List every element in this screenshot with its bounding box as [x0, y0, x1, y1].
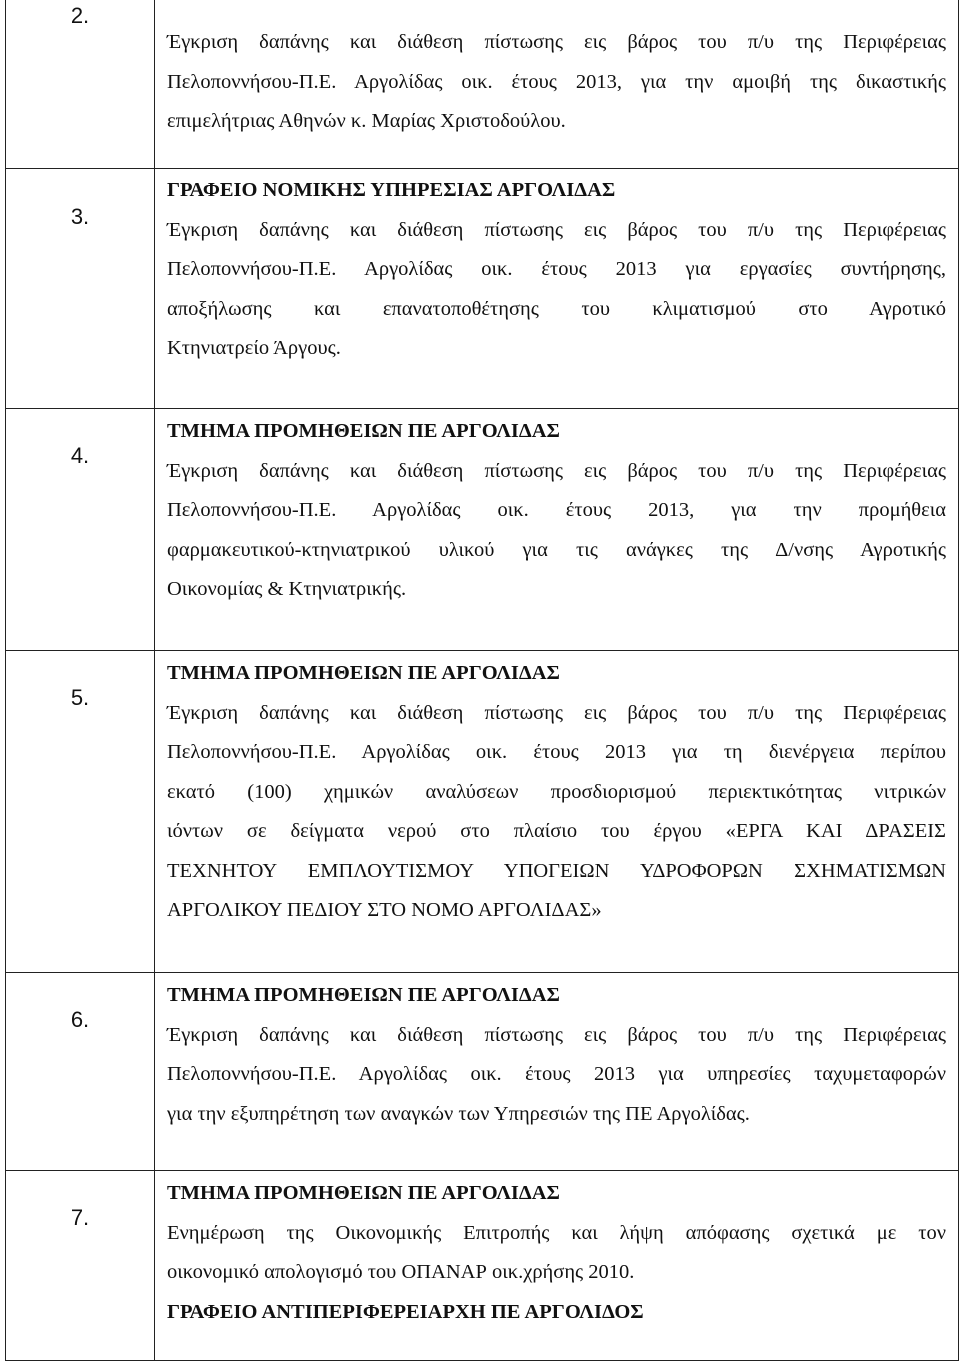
item-content-cell [155, 973, 959, 1171]
agenda-row-6 [6, 973, 959, 1171]
item-content-cell [155, 1171, 959, 1361]
item-content-cell [155, 169, 959, 409]
item-text-line: Πελοποννήσου-Π.Ε. Αργολίδας οικ. έτους 2013 για υπηρεσίες ταχυμεταφορών [167, 1063, 946, 1085]
item-number: 2. [70, 3, 90, 28]
item-text-line: Πελοποννήσου-Π.Ε. Αργολίδας οικ. έτους 2013 για τη διενέργεια περίπου [167, 741, 946, 763]
section-footer-heading: ΓΡΑΦΕΙΟ ΑΝΤΙΠΕΡΙΦΕΡΕΙΑΡΧΗ ΠΕ ΑΡΓΟΛΙΔΟΣ [167, 1300, 644, 1323]
item-number: 5. [70, 685, 90, 710]
item-number-cell [6, 0, 155, 169]
item-text-line: για την εξυπηρέτηση των αναγκών των Υπηρεσιών της ΠΕ Αργολίδας. [167, 1102, 750, 1125]
item-text-line: Πελοποννήσου-Π.Ε. Αργολίδας οικ. έτους 2013, για την προμήθεια [167, 499, 946, 521]
item-number-cell [6, 409, 155, 651]
item-text-line: Έγκριση δαπάνης και διάθεση πίστωσης εις βάρος του π/υ της Περιφέρειας [167, 459, 946, 482]
item-number-cell [6, 651, 155, 973]
section-heading: ΓΡΑΦΕΙΟ ΝΟΜΙΚΗΣ ΥΠΗΡΕΣΙΑΣ ΑΡΓΟΛΙΔΑΣ [167, 179, 616, 201]
agenda-row-7 [6, 1171, 959, 1361]
item-number: 6. [70, 1007, 90, 1032]
item-text-line: Κτηνιατρείο Άργους. [167, 337, 341, 359]
item-text-line: αποξήλωσης και επανατοποθέτησης του κλιματισμού στο Αγροτικό [167, 297, 946, 320]
item-text-line: Έγκριση δαπάνης και διάθεση πίστωσης εις βάρος του π/υ της Περιφέρειας [167, 31, 946, 53]
item-number-cell [6, 973, 155, 1171]
agenda-row-4 [6, 409, 959, 651]
section-heading: ΤΜΗΜΑ ΠΡΟΜΗΘΕΙΩΝ ΠΕ ΑΡΓΟΛΙΔΑΣ [167, 420, 560, 442]
agenda-row-3 [6, 169, 959, 409]
item-text-line: ιόντων σε δείγματα νερού στο πλαίσιο του έργου «ΕΡΓΑ ΚΑΙ ΔΡΑΣΕΙΣ [167, 820, 946, 842]
item-number: 7. [70, 1205, 90, 1230]
item-text-line: ΤΕΧΝΗΤΟΥ ΕΜΠΛΟΥΤΙΣΜΟΥ ΥΠΟΓΕΙΩΝ ΥΔΡΟΦΟΡΩΝ ΣΧΗΜΑΤΙΣΜΩΝ [167, 859, 946, 882]
item-number-cell [6, 169, 155, 409]
item-text-line: Έγκριση δαπάνης και διάθεση πίστωσης εις βάρος του π/υ της Περιφέρειας [167, 218, 946, 241]
item-text-line: εκατό (100) χημικών αναλύσεων προσδιορισμού περιεκτικότητας νιτρικών [167, 780, 946, 803]
item-text-line: Έγκριση δαπάνης και διάθεση πίστωσης εις βάρος του π/υ της Περιφέρειας [167, 1023, 946, 1046]
item-content-cell [155, 409, 959, 651]
item-content-cell [155, 651, 959, 973]
item-text-line: Πελοποννήσου-Π.Ε. Αργολίδας οικ. έτους 2013 για εργασίες συντήρησης, [167, 258, 946, 280]
item-text-line: Ενημέρωση της Οικονομικής Επιτροπής και λήψη απόφασης σχετικά με τον [167, 1221, 946, 1244]
item-text-line: Πελοποννήσου-Π.Ε. Αργολίδας οικ. έτους 2013, για την αμοιβή της δικαστικής [167, 70, 946, 93]
item-number: 3. [70, 204, 90, 229]
item-text-line: Οικονομίας & Κτηνιατρικής. [167, 578, 407, 600]
item-text-line: ΑΡΓΟΛΙΚΟΥ ΠΕΔΙΟΥ ΣΤΟ ΝΟΜΟ ΑΡΓΟΛΙΔΑΣ» [167, 899, 602, 921]
item-text-line: επιμελήτριας Αθηνών κ. Μαρίας Χριστοδούλου. [167, 110, 566, 132]
item-content-cell [155, 0, 959, 169]
agenda-row-5 [6, 651, 959, 973]
item-text-line: οικονομικό απολογισμό του ΟΠΑΝΑΡ οικ.χρήσης 2010. [167, 1261, 635, 1283]
item-number: 4. [70, 443, 90, 468]
agenda-table [5, 0, 959, 1361]
item-text-line: Έγκριση δαπάνης και διάθεση πίστωσης εις βάρος του π/υ της Περιφέρειας [167, 701, 946, 724]
agenda-row-2 [6, 0, 959, 169]
item-text-line: φαρμακευτικού-κτηνιατρικού υλικού για τις ανάγκες της Δ/νσης Αγροτικής [167, 538, 946, 561]
item-number-cell [6, 1171, 155, 1361]
section-heading: ΤΜΗΜΑ ΠΡΟΜΗΘΕΙΩΝ ΠΕ ΑΡΓΟΛΙΔΑΣ [167, 1182, 560, 1204]
section-heading: ΤΜΗΜΑ ΠΡΟΜΗΘΕΙΩΝ ΠΕ ΑΡΓΟΛΙΔΑΣ [167, 984, 560, 1006]
section-heading: ΤΜΗΜΑ ΠΡΟΜΗΘΕΙΩΝ ΠΕ ΑΡΓΟΛΙΔΑΣ [167, 662, 560, 684]
